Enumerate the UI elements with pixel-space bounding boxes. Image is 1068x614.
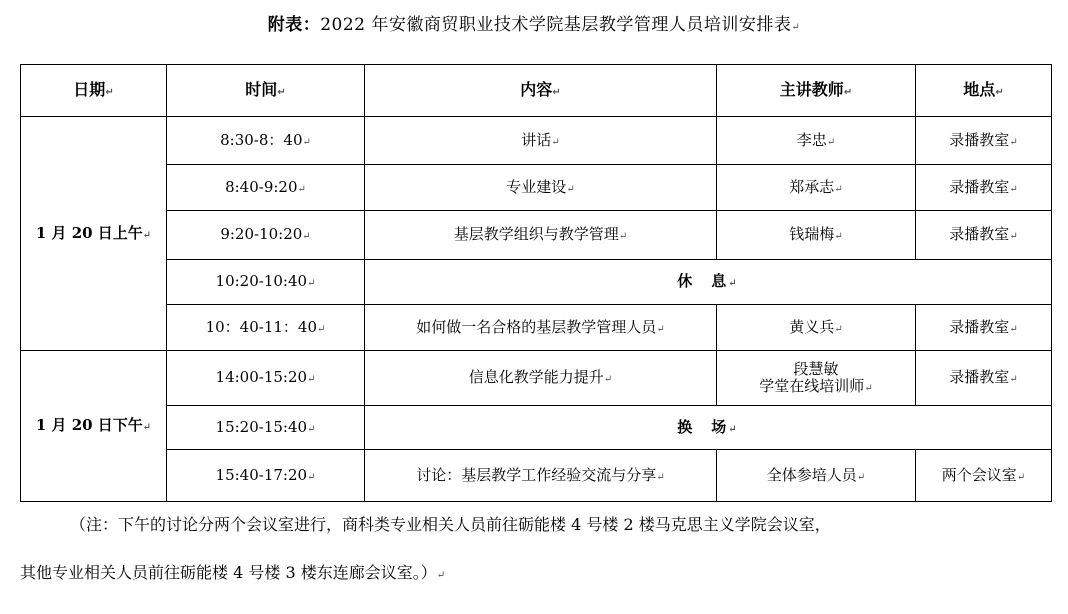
header-row bbox=[21, 65, 1052, 117]
header-place: 地点↵ bbox=[916, 65, 1052, 117]
date-afternoon: 1 月 20 日下午↵ bbox=[21, 351, 167, 502]
cell-teacher: 李忠↵ bbox=[717, 117, 916, 165]
cell-teacher: 全体参培人员↵ bbox=[717, 450, 916, 502]
header-content: 内容↵ bbox=[365, 65, 717, 117]
table-row bbox=[21, 117, 1052, 165]
schedule-table bbox=[20, 64, 1052, 502]
cell-place: 录播教室↵ bbox=[916, 211, 1052, 260]
table-row bbox=[21, 211, 1052, 260]
table-row bbox=[21, 260, 1052, 305]
cell-place: 录播教室↵ bbox=[916, 351, 1052, 406]
date-morning: 1 月 20 日上午↵ bbox=[21, 117, 167, 351]
cell-teacher: 段慧敏 学堂在线培训师↵ bbox=[717, 351, 916, 406]
header-teacher: 主讲教师↵ bbox=[717, 65, 916, 117]
cell-content: 基层教学组织与教学管理↵ bbox=[365, 211, 717, 260]
changeover-cell: 换 场↵ bbox=[365, 406, 1052, 450]
cell-time: 9:20-10:20↵ bbox=[167, 211, 365, 260]
cell-teacher: 黄义兵↵ bbox=[717, 305, 916, 351]
title-text: 2022 年安徽商贸职业技术学院基层教学管理人员培训安排表 bbox=[320, 15, 792, 35]
table-row bbox=[21, 165, 1052, 211]
cell-place: 录播教室↵ bbox=[916, 305, 1052, 351]
cell-content: 如何做一名合格的基层教学管理人员↵ bbox=[365, 305, 717, 351]
cell-content: 信息化教学能力提升↵ bbox=[365, 351, 717, 406]
cell-time: 15:20-15:40↵ bbox=[167, 406, 365, 450]
cell-content: 讨论：基层教学工作经验交流与分享↵ bbox=[365, 450, 717, 502]
cell-time: 10：40-11：40↵ bbox=[167, 305, 365, 351]
cell-place: 录播教室↵ bbox=[916, 165, 1052, 211]
cell-content: 讲话↵ bbox=[365, 117, 717, 165]
header-date: 日期↵ bbox=[21, 65, 167, 117]
cell-time: 8:40-9:20↵ bbox=[167, 165, 365, 211]
table-row bbox=[21, 351, 1052, 406]
cell-time: 8:30-8：40↵ bbox=[167, 117, 365, 165]
cell-place: 两个会议室↵ bbox=[916, 450, 1052, 502]
note-line-2: 其他专业相关人员前往砺能楼 4 号楼 3 楼东连廊会议室。）↵ bbox=[20, 563, 446, 582]
table-row bbox=[21, 305, 1052, 351]
cell-content: 专业建设↵ bbox=[365, 165, 717, 211]
cell-place: 录播教室↵ bbox=[916, 117, 1052, 165]
cell-time: 14:00-15:20↵ bbox=[167, 351, 365, 406]
title-prefix: 附表： bbox=[267, 15, 321, 35]
paragraph-mark-icon: ↵ bbox=[791, 22, 801, 33]
cell-teacher: 钱瑞梅↵ bbox=[717, 211, 916, 260]
cell-teacher: 郑承志↵ bbox=[717, 165, 916, 211]
cell-time: 15:40-17:20↵ bbox=[167, 450, 365, 502]
break-cell: 休 息↵ bbox=[365, 260, 1052, 305]
table-row bbox=[21, 406, 1052, 450]
note-line-1: （注：下午的讨论分两个会议室进行，商科类专业相关人员前往砺能楼 4 号楼 2 楼马克思主义学院会议室， bbox=[70, 515, 831, 534]
page-title bbox=[0, 10, 1068, 35]
cell-time: 10:20-10:40↵ bbox=[167, 260, 365, 305]
header-time: 时间↵ bbox=[167, 65, 365, 117]
table-row bbox=[21, 450, 1052, 502]
